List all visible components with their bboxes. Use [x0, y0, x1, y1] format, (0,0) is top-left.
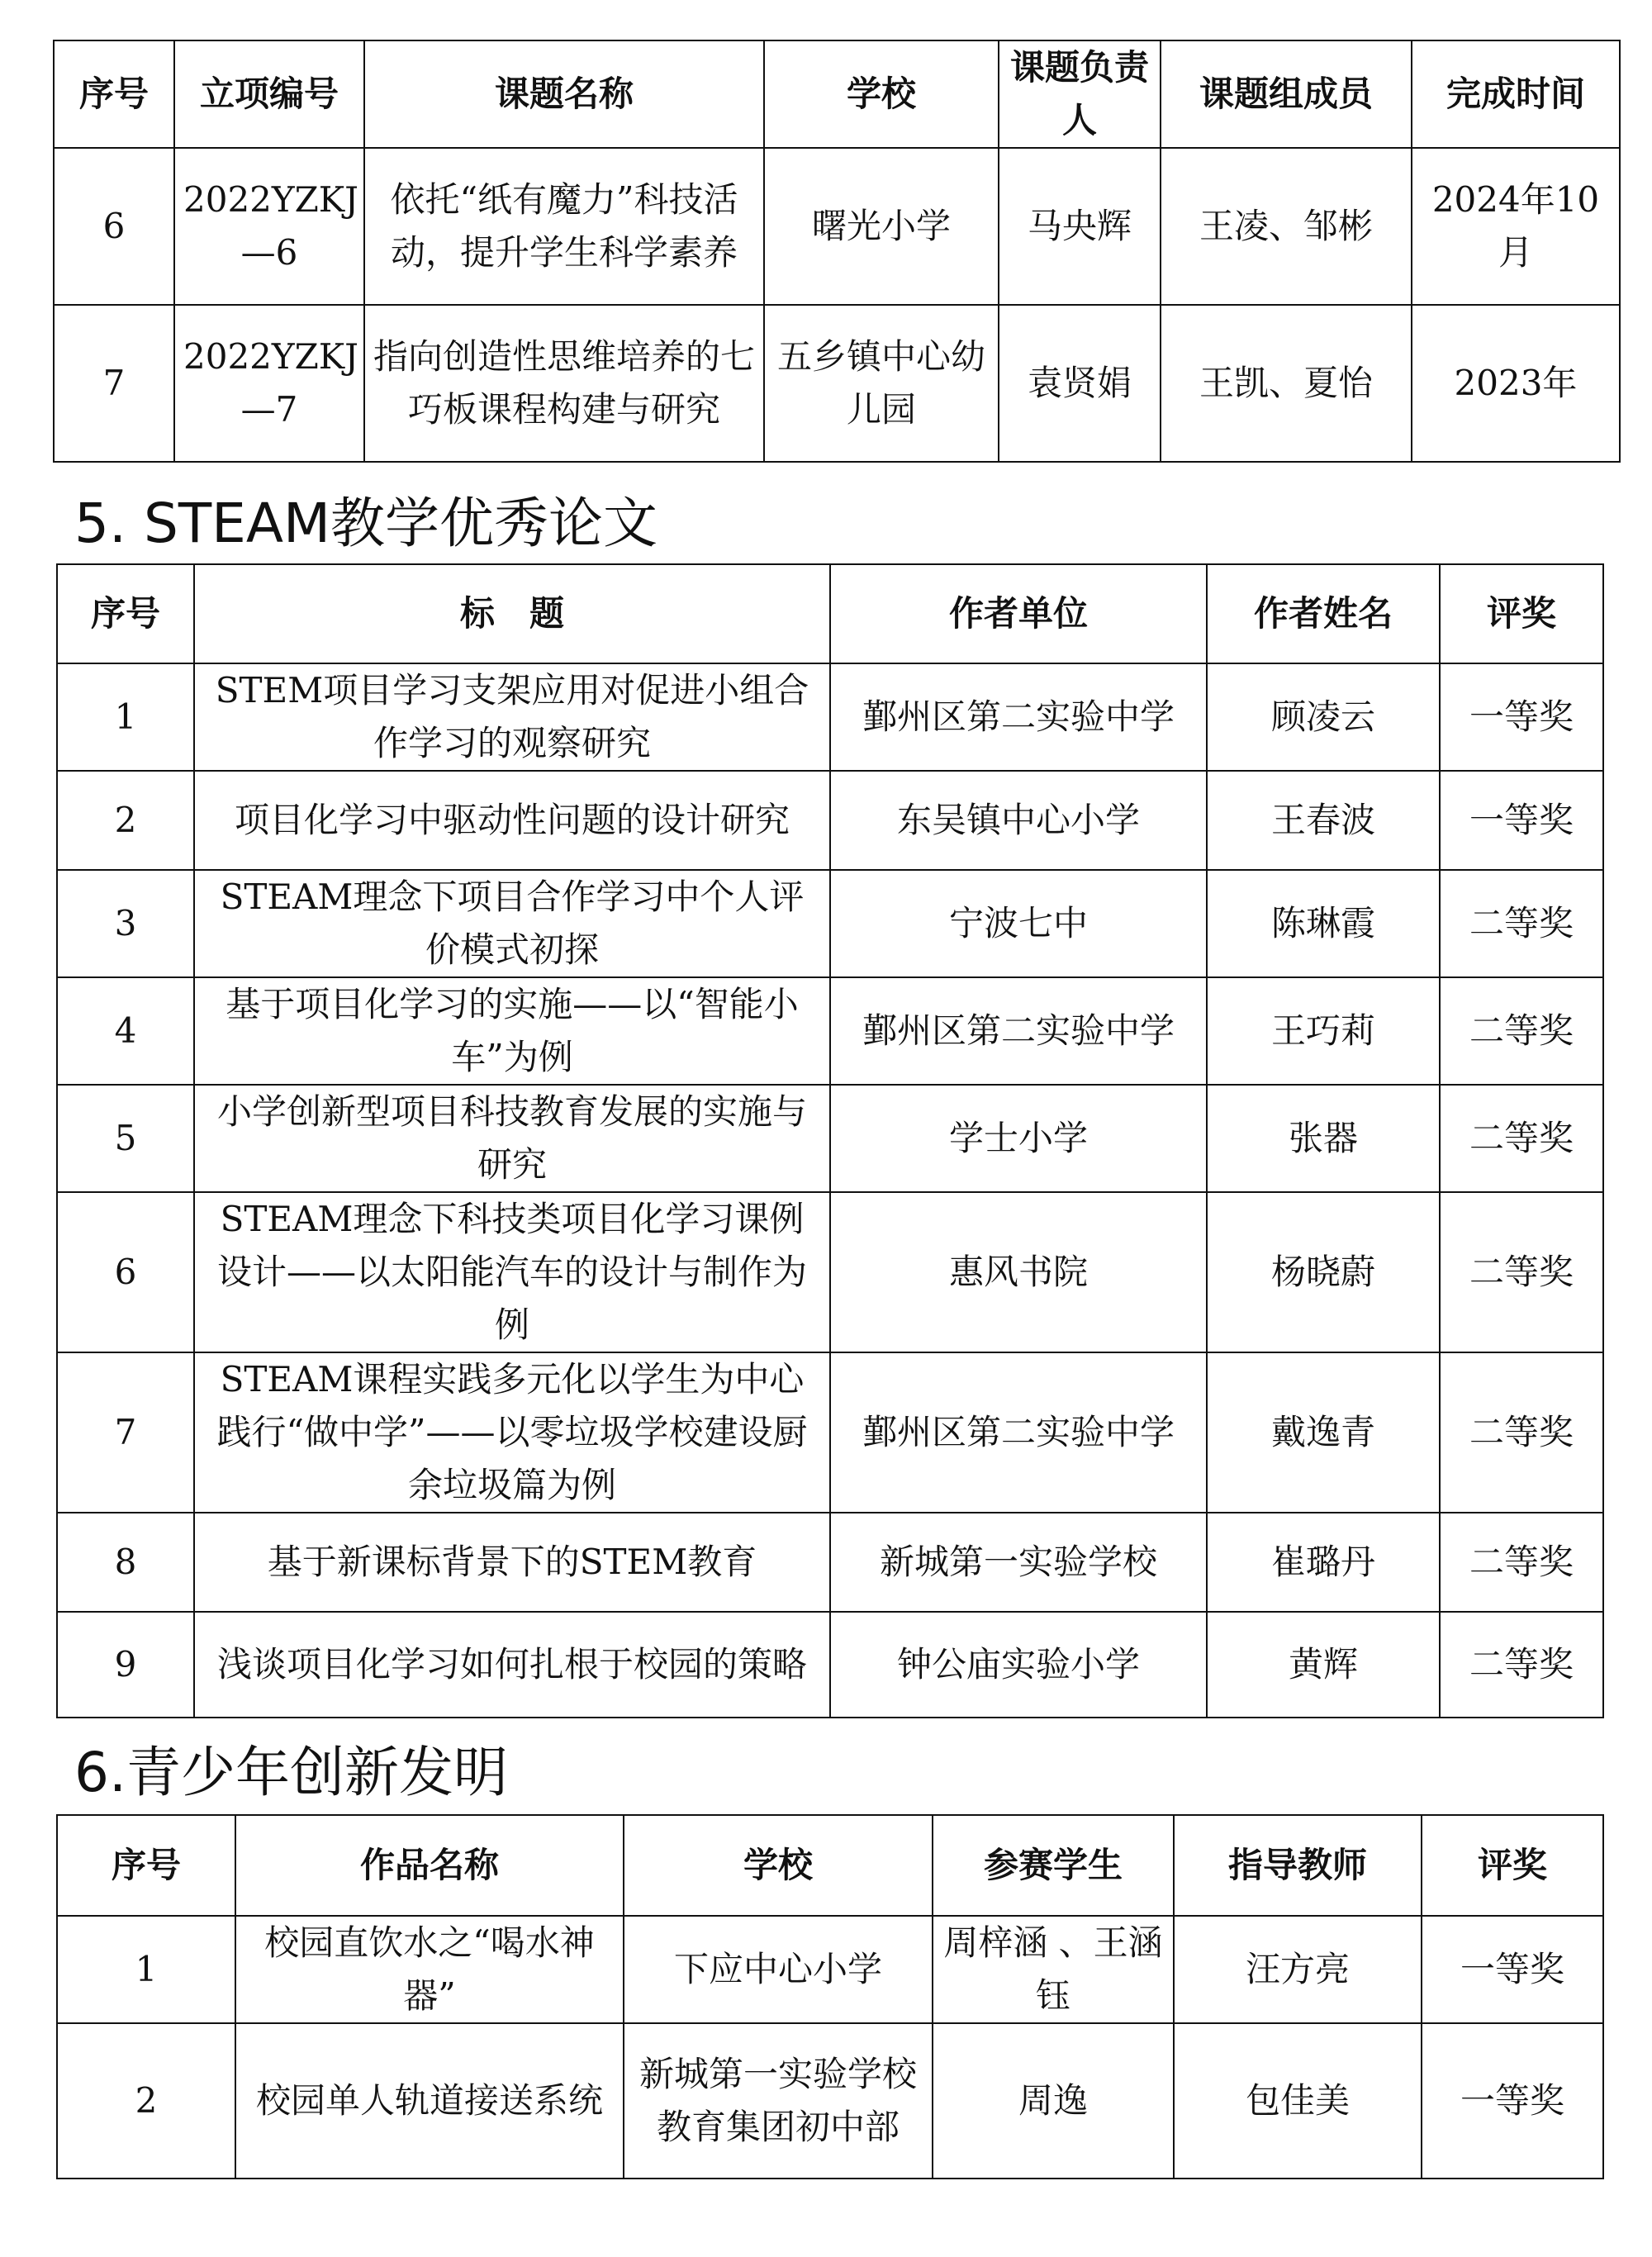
column-header: 参赛学生: [933, 1815, 1174, 1916]
cell-award: 一等奖: [1440, 771, 1603, 870]
cell-index: 9: [57, 1612, 194, 1718]
cell-author-unit: 宁波七中: [830, 870, 1207, 977]
table-header-row: [54, 40, 1620, 148]
cell-award: 二等奖: [1440, 870, 1603, 977]
cell-title: STEAM课程实践多元化以学生为中心践行“做中学”——以零垃圾学校建设厨余垃圾篇为例: [194, 1352, 830, 1513]
column-header: 作品名称: [235, 1815, 624, 1916]
cell-author-unit: 钟公庙实验小学: [830, 1612, 1207, 1718]
cell-award: 二等奖: [1440, 977, 1603, 1085]
column-header: 指导教师: [1174, 1815, 1422, 1916]
cell-author-name: 陈琳霞: [1207, 870, 1440, 977]
table-row: [54, 305, 1620, 462]
cell-award: 二等奖: [1440, 1192, 1603, 1352]
table-row: [57, 771, 1603, 870]
column-header: 作者姓名: [1207, 564, 1440, 663]
table-header-row: [57, 564, 1603, 663]
research-topics-table: [53, 40, 1621, 463]
cell-index: 1: [57, 663, 194, 771]
column-header: 序号: [54, 40, 174, 148]
column-header: 课题名称: [364, 40, 764, 148]
cell-author-unit: 鄞州区第二实验中学: [830, 1352, 1207, 1513]
cell-index: 1: [57, 1916, 235, 2023]
cell-completion-time: 2023年: [1412, 305, 1620, 462]
cell-members: 王凯、夏怡: [1161, 305, 1412, 462]
column-header: 学校: [624, 1815, 933, 1916]
cell-author-name: 王巧莉: [1207, 977, 1440, 1085]
cell-author-name: 张器: [1207, 1085, 1440, 1192]
cell-title: STEM项目学习支架应用对促进小组合作学习的观察研究: [194, 663, 830, 771]
cell-award: 一等奖: [1440, 663, 1603, 771]
cell-school: 新城第一实验学校教育集团初中部: [624, 2023, 933, 2179]
table-row: [57, 1352, 1603, 1513]
cell-project-code: 2022YZKJ—6: [174, 148, 364, 305]
cell-title: 小学创新型项目科技教育发展的实施与研究: [194, 1085, 830, 1192]
cell-index: 4: [57, 977, 194, 1085]
cell-instructor: 包佳美: [1174, 2023, 1422, 2179]
section-heading-steam-papers: 5. STEAM教学优秀论文: [74, 492, 657, 555]
cell-school: 五乡镇中心幼儿园: [764, 305, 999, 462]
table-row: [57, 1916, 1603, 2023]
cell-title: 基于新课标背景下的STEM教育: [194, 1513, 830, 1612]
cell-award: 二等奖: [1440, 1513, 1603, 1612]
table-row: [57, 1612, 1603, 1718]
cell-index: 5: [57, 1085, 194, 1192]
column-header: 立项编号: [174, 40, 364, 148]
cell-leader: 袁贤娟: [999, 305, 1161, 462]
column-header: 学校: [764, 40, 999, 148]
column-header: 序号: [57, 1815, 235, 1916]
section-heading-youth-inventions: 6.青少年创新发明: [74, 1741, 508, 1804]
cell-topic-name: 依托“纸有魔力”科技活动，提升学生科学素养: [364, 148, 764, 305]
cell-author-unit: 惠风书院: [830, 1192, 1207, 1352]
table-row: [57, 1085, 1603, 1192]
cell-index: 7: [57, 1352, 194, 1513]
cell-award: 一等奖: [1422, 2023, 1603, 2179]
cell-index: 7: [54, 305, 174, 462]
cell-title: 浅谈项目化学习如何扎根于校园的策略: [194, 1612, 830, 1718]
column-header: 课题组成员: [1161, 40, 1412, 148]
table-row: [57, 870, 1603, 977]
cell-title: STEAM理念下科技类项目化学习课例设计——以太阳能汽车的设计与制作为例: [194, 1192, 830, 1352]
cell-title: 基于项目化学习的实施——以“智能小车”为例: [194, 977, 830, 1085]
cell-index: 6: [57, 1192, 194, 1352]
column-header: 完成时间: [1412, 40, 1620, 148]
cell-title: STEAM理念下项目合作学习中个人评价模式初探: [194, 870, 830, 977]
cell-award: 二等奖: [1440, 1612, 1603, 1718]
column-header: 评奖: [1422, 1815, 1603, 1916]
column-header: 评奖: [1440, 564, 1603, 663]
column-header: 序号: [57, 564, 194, 663]
cell-completion-time: 2024年10月: [1412, 148, 1620, 305]
steam-papers-table: [56, 563, 1604, 1718]
cell-work-name: 校园直饮水之“喝水神器”: [235, 1916, 624, 2023]
cell-index: 6: [54, 148, 174, 305]
table-row: [57, 977, 1603, 1085]
cell-index: 2: [57, 771, 194, 870]
cell-award: 二等奖: [1440, 1085, 1603, 1192]
cell-work-name: 校园单人轨道接送系统: [235, 2023, 624, 2179]
table-row: [57, 663, 1603, 771]
cell-author-unit: 鄞州区第二实验中学: [830, 663, 1207, 771]
cell-title: 项目化学习中驱动性问题的设计研究: [194, 771, 830, 870]
cell-leader: 马央辉: [999, 148, 1161, 305]
cell-project-code: 2022YZKJ—7: [174, 305, 364, 462]
cell-author-name: 杨晓蔚: [1207, 1192, 1440, 1352]
table-row: [57, 2023, 1603, 2179]
cell-author-unit: 东吴镇中心小学: [830, 771, 1207, 870]
cell-students: 周逸: [933, 2023, 1174, 2179]
cell-author-unit: 鄞州区第二实验中学: [830, 977, 1207, 1085]
cell-author-name: 顾凌云: [1207, 663, 1440, 771]
cell-author-name: 黄辉: [1207, 1612, 1440, 1718]
table-row: [57, 1513, 1603, 1612]
table-row: [54, 148, 1620, 305]
cell-author-name: 崔璐丹: [1207, 1513, 1440, 1612]
cell-index: 2: [57, 2023, 235, 2179]
table-header-row: [57, 1815, 1603, 1916]
cell-author-name: 王春波: [1207, 771, 1440, 870]
cell-index: 3: [57, 870, 194, 977]
table-row: [57, 1192, 1603, 1352]
youth-inventions-table: [56, 1814, 1604, 2179]
cell-award: 一等奖: [1422, 1916, 1603, 2023]
column-header: 课题负责人: [999, 40, 1161, 148]
cell-award: 二等奖: [1440, 1352, 1603, 1513]
cell-author-unit: 新城第一实验学校: [830, 1513, 1207, 1612]
cell-school: 下应中心小学: [624, 1916, 933, 2023]
cell-school: 曙光小学: [764, 148, 999, 305]
cell-students: 周梓涵 、王涵钰: [933, 1916, 1174, 2023]
column-header: 作者单位: [830, 564, 1207, 663]
cell-index: 8: [57, 1513, 194, 1612]
cell-author-unit: 学士小学: [830, 1085, 1207, 1192]
cell-instructor: 汪方亮: [1174, 1916, 1422, 2023]
cell-topic-name: 指向创造性思维培养的七巧板课程构建与研究: [364, 305, 764, 462]
column-header: 标 题: [194, 564, 830, 663]
cell-author-name: 戴逸青: [1207, 1352, 1440, 1513]
cell-members: 王凌、邹彬: [1161, 148, 1412, 305]
